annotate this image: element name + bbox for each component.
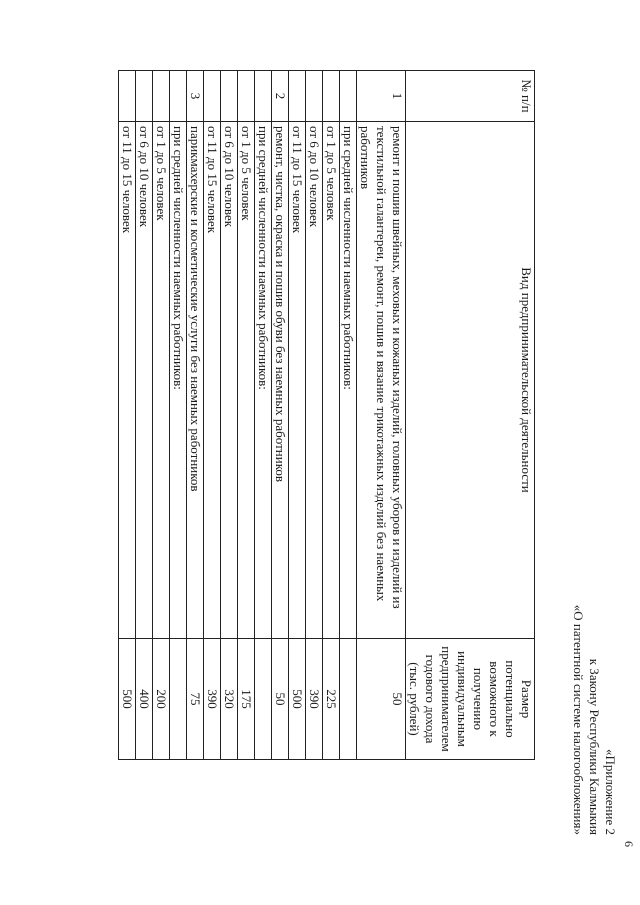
table-row — [272, 71, 289, 760]
activity-text: от 1 до 5 человек — [238, 122, 255, 639]
activity-text: от 11 до 15 человек — [119, 122, 136, 639]
page-number: 6 — [622, 841, 636, 847]
table-row — [323, 71, 340, 760]
income-amount: 50 — [357, 639, 406, 760]
activity-text: ремонт, чистка, окраска и пошив обуви без наемных работников — [272, 122, 289, 639]
row-number — [221, 71, 238, 122]
table-row — [357, 71, 406, 760]
income-amount — [255, 639, 272, 760]
income-amount: 175 — [238, 639, 255, 760]
table-row — [255, 71, 272, 760]
activity-text: от 1 до 5 человек — [323, 122, 340, 639]
income-amount: 390 — [306, 639, 323, 760]
activity-text: от 6 до 10 человек — [221, 122, 238, 639]
activity-text: при средней численности наемных работников: — [340, 122, 357, 639]
table-row — [119, 71, 136, 760]
row-number — [238, 71, 255, 122]
income-amount: 75 — [187, 639, 204, 760]
row-number — [255, 71, 272, 122]
income-amount: 500 — [289, 639, 306, 760]
appendix-title: «Приложение 2 — [603, 748, 618, 835]
activity-text: от 6 до 10 человек — [136, 122, 153, 639]
row-number — [153, 71, 170, 122]
row-number — [306, 71, 323, 122]
income-amount: 320 — [221, 639, 238, 760]
table-row — [221, 71, 238, 760]
table-row — [306, 71, 323, 760]
table-row — [187, 71, 204, 760]
income-amount — [170, 639, 187, 760]
row-number: 2 — [272, 71, 289, 122]
table-row — [136, 71, 153, 760]
income-amount: 400 — [136, 639, 153, 760]
activity-text: от 11 до 15 человек — [204, 122, 221, 639]
column-header-activity: Вид предпринимательской деятельности — [406, 122, 535, 639]
activity-text: от 6 до 10 человек — [306, 122, 323, 639]
table-row — [153, 71, 170, 760]
income-amount: 200 — [153, 639, 170, 760]
income-amount: 225 — [323, 639, 340, 760]
table-row — [340, 71, 357, 760]
activity-text: при средней численности наемных работников: — [170, 122, 187, 639]
income-amount: 500 — [119, 639, 136, 760]
row-number — [340, 71, 357, 122]
activity-text: от 11 до 15 человек — [289, 122, 306, 639]
income-amount: 50 — [272, 639, 289, 760]
column-header-number: № п/п — [406, 71, 535, 122]
activity-text: от 1 до 5 человек — [153, 122, 170, 639]
appendix-law-ref: к Закону Республики Калмыкия — [587, 658, 602, 835]
row-number — [204, 71, 221, 122]
appendix-law-name: «О патентной системе налогообложения» — [571, 604, 586, 835]
row-number — [289, 71, 306, 122]
row-number — [170, 71, 187, 122]
activity-text: при средней численности наемных работников: — [255, 122, 272, 639]
table-header-row — [406, 71, 535, 760]
row-number — [136, 71, 153, 122]
row-number — [119, 71, 136, 122]
column-header-amount: Размер потенциально возможного к получению индивидуальным предпринимателем годового дохода (тыс. рублей) — [406, 639, 535, 760]
activity-text: парикмахерские и косметические услуги без наемных работников — [187, 122, 204, 639]
table-row — [289, 71, 306, 760]
row-number: 3 — [187, 71, 204, 122]
table-row — [238, 71, 255, 760]
table-row — [170, 71, 187, 760]
income-amount — [340, 639, 357, 760]
row-number — [323, 71, 340, 122]
appendix-header — [570, 605, 618, 835]
activity-income-table — [118, 70, 535, 760]
income-amount: 390 — [204, 639, 221, 760]
row-number: 1 — [357, 71, 406, 122]
activity-text: ремонт и пошив швейных, меховых и кожаных изделий, головных уборов и изделий из текстильной галантереи, ремонт, пошив и вязание трикотажных изделий без наемных работников — [357, 122, 406, 639]
table-row — [204, 71, 221, 760]
